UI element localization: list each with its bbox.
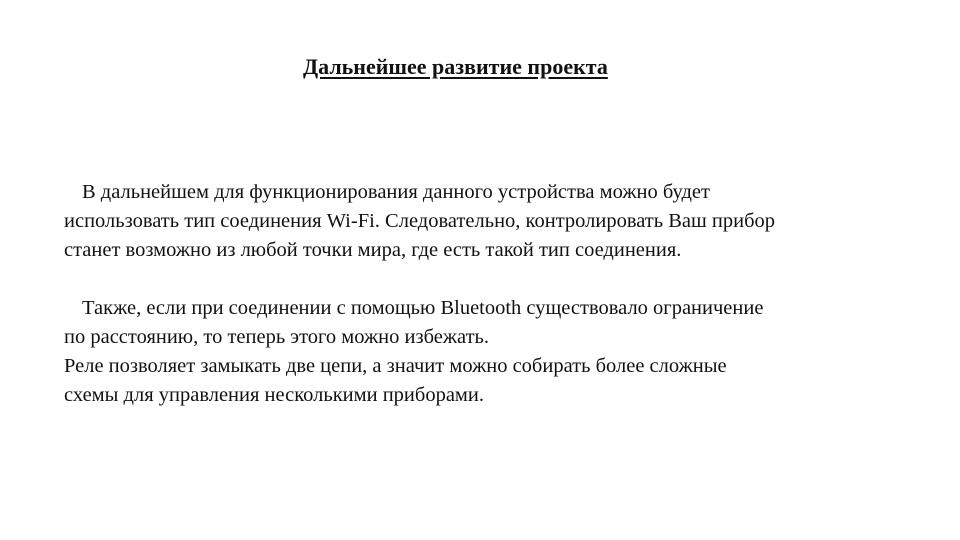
paragraph-line: станет возможно из любой точки мира, где есть такой тип соединения. [64,239,682,261]
paragraph-line: по расстоянию, то теперь этого можно избежать. [64,326,490,348]
paragraph-line: Также, если при соединении с помощью Bluetooth существовало ограничение [82,297,764,319]
paragraph-line: схемы для управления несколькими приборами. [64,384,484,406]
slide-title: Дальнейшее развитие проекта [303,54,608,79]
paragraph-line: В дальнейшем для функционирования данного устройства можно будет [82,181,710,203]
paragraph-line: использовать тип соединения Wi-Fi. Следовательно, контролировать Ваш прибор [64,210,776,232]
paragraph-line: Реле позволяет замыкать две цепи, а значит можно собирать более сложные [64,355,727,377]
